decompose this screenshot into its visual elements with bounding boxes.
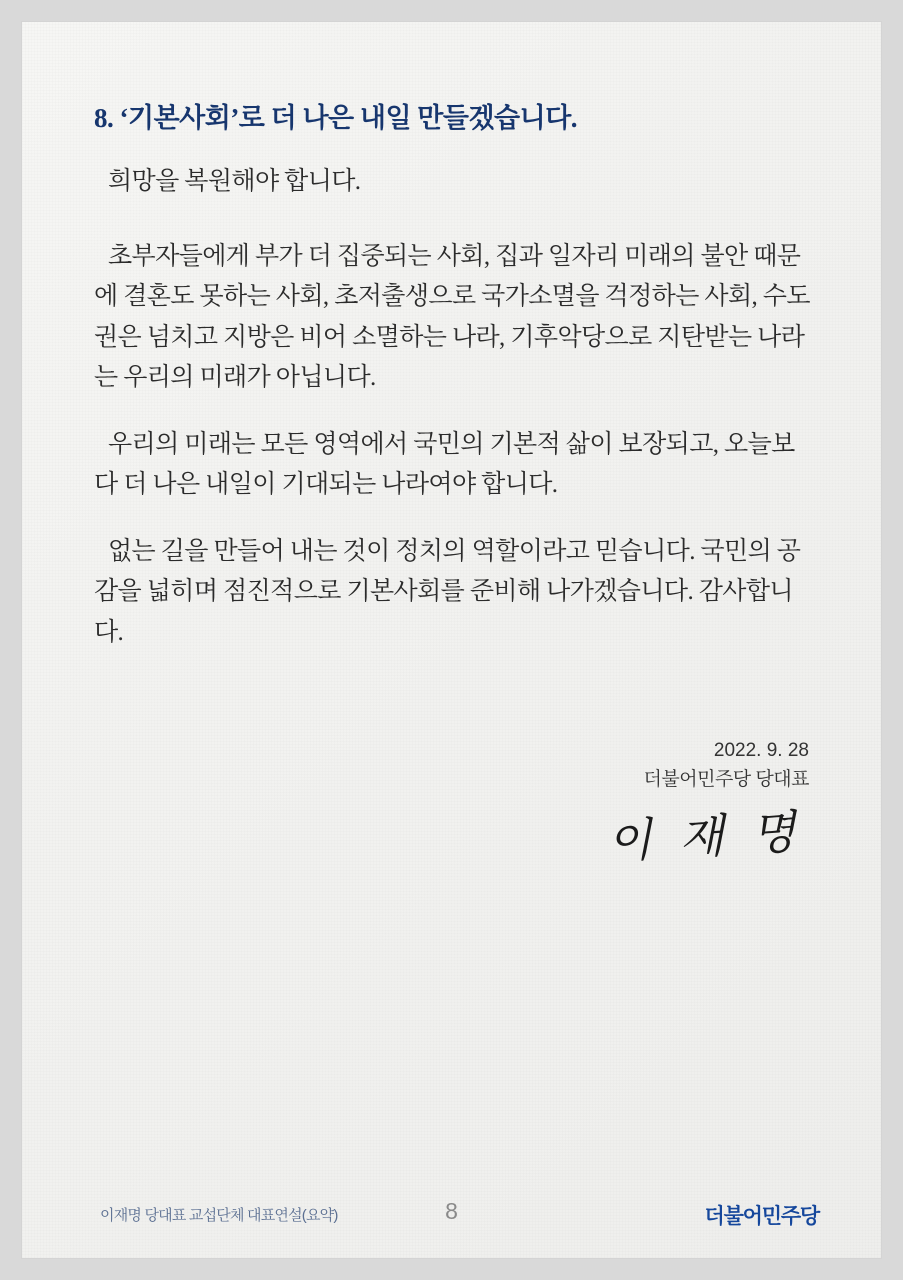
signature-block bbox=[389, 740, 809, 868]
page-title: 8. ‘기본사회’로 더 나은 내일 만들겠습니다. bbox=[94, 103, 578, 133]
slide-page bbox=[22, 22, 881, 1258]
paragraph-3: 우리의 미래는 모든 영역에서 국민의 기본적 삶이 보장되고, 오늘보다 더 나은 내일이 기대되는 나라여야 합니다. bbox=[94, 430, 795, 499]
paragraph-4: 없는 길을 만들어 내는 것이 정치의 역할이라고 믿습니다. 국민의 공감을 넓히며 점진적으로 기본사회를 준비해 나가겠습니다. 감사합니다. bbox=[94, 537, 801, 646]
document-content bbox=[94, 100, 814, 679]
paragraph-2: 초부자들에게 부가 더 집중되는 사회, 집과 일자리 미래의 불안 때문에 결혼도 못하는 사회, 초저출생으로 국가소멸을 걱정하는 사회, 수도권은 넘치고 지방은 비어 소멸하는 나라, 기후악당으로 지탄받는 나라는 우리의 미래가 아닙니다. bbox=[94, 242, 810, 392]
signature-date: 2022. 9. 28 bbox=[713, 740, 809, 761]
page-footer bbox=[22, 1196, 881, 1236]
page-number: 8 bbox=[445, 1198, 458, 1224]
signature-name: 이 재 명 bbox=[605, 806, 805, 868]
footer-title: 이재명 당대표 교섭단체 대표연설(요약) bbox=[100, 1207, 338, 1224]
signature-role: 더불어민주당 당대표 bbox=[643, 769, 809, 790]
paragraph-1: 희망을 복원해야 합니다. bbox=[108, 168, 361, 196]
party-logo: 더불어민주당 bbox=[704, 1205, 819, 1228]
